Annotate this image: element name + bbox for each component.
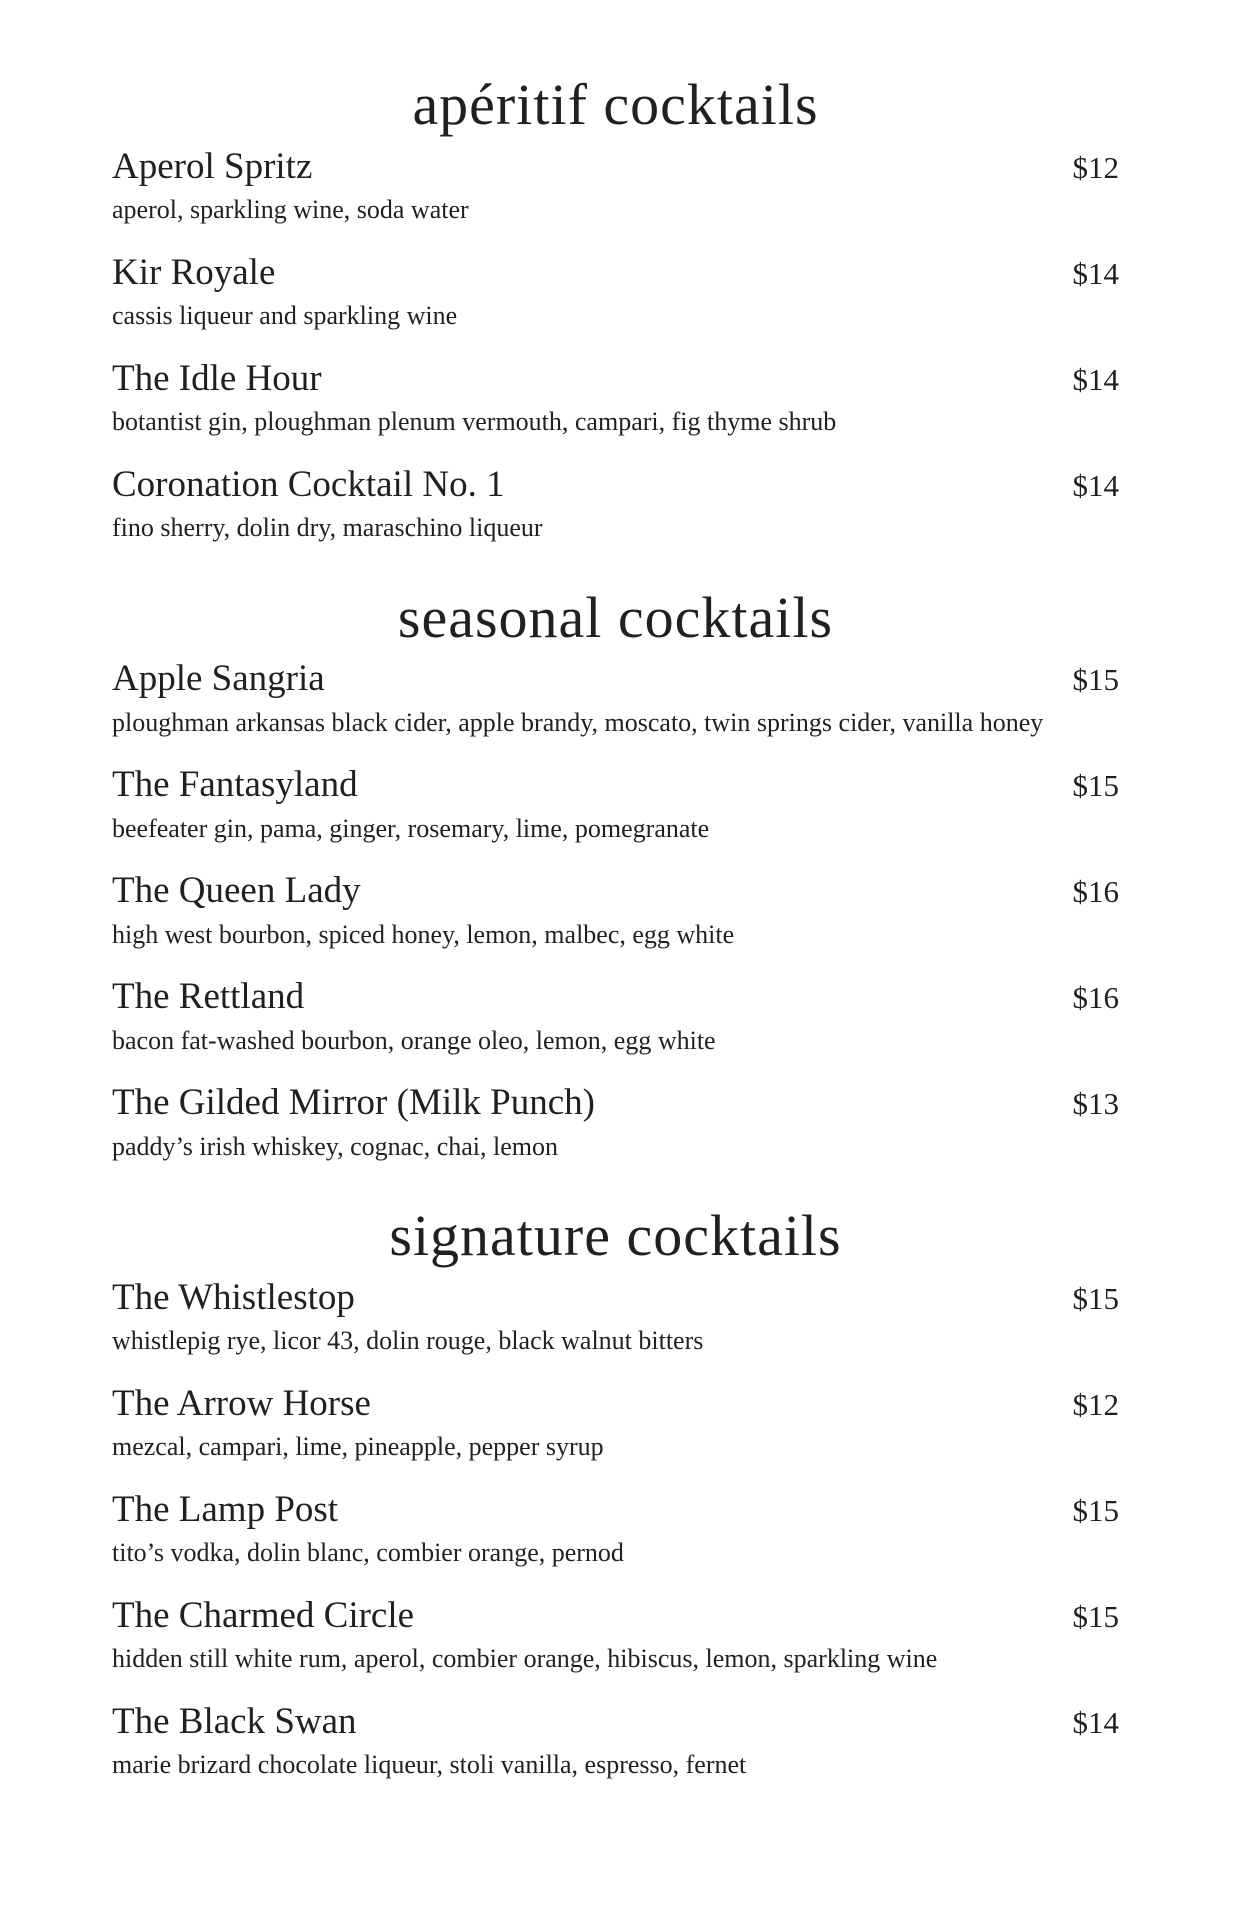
item-description: bacon fat-washed bourbon, orange oleo, lemon, egg white	[112, 1025, 716, 1055]
menu-item	[112, 763, 1119, 849]
item-name: Kir Royale	[112, 251, 276, 293]
item-name: Aperol Spritz	[112, 145, 313, 187]
menu-item	[112, 1594, 1119, 1680]
item-description: paddy’s irish whiskey, cognac, chai, lemon	[112, 1131, 558, 1161]
item-price: $15	[1072, 1280, 1119, 1316]
menu-item	[112, 251, 1119, 337]
item-name: The Queen Lady	[112, 870, 361, 912]
section-title: apéritif cocktails	[412, 72, 819, 137]
item-price: $16	[1072, 874, 1119, 910]
item-description: cassis liqueur and sparkling wine	[112, 301, 458, 331]
item-name: The Gilded Mirror (Milk Punch)	[112, 1082, 595, 1124]
item-description: aperol, sparkling wine, soda water	[112, 195, 469, 225]
menu-item	[112, 145, 1119, 231]
section-title: seasonal cocktails	[397, 584, 834, 650]
item-description: high west bourbon, spiced honey, lemon, malbec, egg white	[112, 919, 735, 949]
item-price: $15	[1072, 1492, 1119, 1528]
item-name: The Lamp Post	[112, 1488, 339, 1530]
item-description: fino sherry, dolin dry, maraschino liqueur	[112, 513, 543, 543]
item-price: $12	[1072, 1386, 1119, 1422]
menu-item	[112, 1276, 1119, 1362]
section-signature-cocktails	[112, 1203, 1119, 1786]
item-price: $15	[1072, 662, 1119, 698]
menu-item	[112, 657, 1119, 743]
item-name: The Whistlestop	[112, 1276, 355, 1318]
section-seasonal-cocktails	[112, 585, 1119, 1168]
item-price: $14	[1072, 467, 1119, 503]
item-price: $14	[1072, 361, 1119, 397]
menu-item	[112, 1081, 1119, 1167]
menu-item	[112, 463, 1119, 549]
item-price: $15	[1072, 768, 1119, 804]
item-price: $12	[1072, 149, 1119, 185]
menu-item	[112, 869, 1119, 955]
item-price: $16	[1072, 980, 1119, 1016]
item-price: $15	[1072, 1598, 1119, 1634]
item-name: The Charmed Circle	[112, 1594, 415, 1636]
item-price: $13	[1072, 1086, 1119, 1122]
menu-item	[112, 1488, 1119, 1574]
section-title: signature cocktails	[389, 1203, 842, 1269]
item-description: mezcal, campari, lime, pineapple, pepper syrup	[112, 1432, 604, 1462]
item-name: The Fantasyland	[112, 764, 358, 806]
item-price: $14	[1072, 255, 1119, 291]
item-description: whistlepig rye, licor 43, dolin rouge, black walnut bitters	[112, 1326, 704, 1356]
menu-item	[112, 975, 1119, 1061]
item-name: The Rettland	[112, 976, 305, 1018]
item-price: $14	[1072, 1704, 1119, 1740]
item-name: The Black Swan	[112, 1700, 357, 1742]
menu-item	[112, 1700, 1119, 1786]
item-name: The Arrow Horse	[112, 1382, 371, 1424]
item-description: ploughman arkansas black cider, apple brandy, moscato, twin springs cider, vanilla honey	[112, 707, 1044, 737]
item-name: Coronation Cocktail No. 1	[112, 463, 505, 505]
item-name: Apple Sangria	[112, 658, 325, 700]
item-description: beefeater gin, pama, ginger, rosemary, lime, pomegranate	[112, 813, 710, 843]
section-aperitif-cocktails	[112, 72, 1119, 549]
item-description: tito’s vodka, dolin blanc, combier orange, pernod	[112, 1538, 624, 1568]
menu-item	[112, 357, 1119, 443]
menu-item	[112, 1382, 1119, 1468]
item-description: botantist gin, ploughman plenum vermouth, campari, fig thyme shrub	[112, 407, 837, 437]
item-name: The Idle Hour	[112, 357, 322, 399]
item-description: hidden still white rum, aperol, combier orange, hibiscus, lemon, sparkling wine	[112, 1644, 938, 1674]
item-description: marie brizard chocolate liqueur, stoli vanilla, espresso, fernet	[112, 1750, 747, 1780]
